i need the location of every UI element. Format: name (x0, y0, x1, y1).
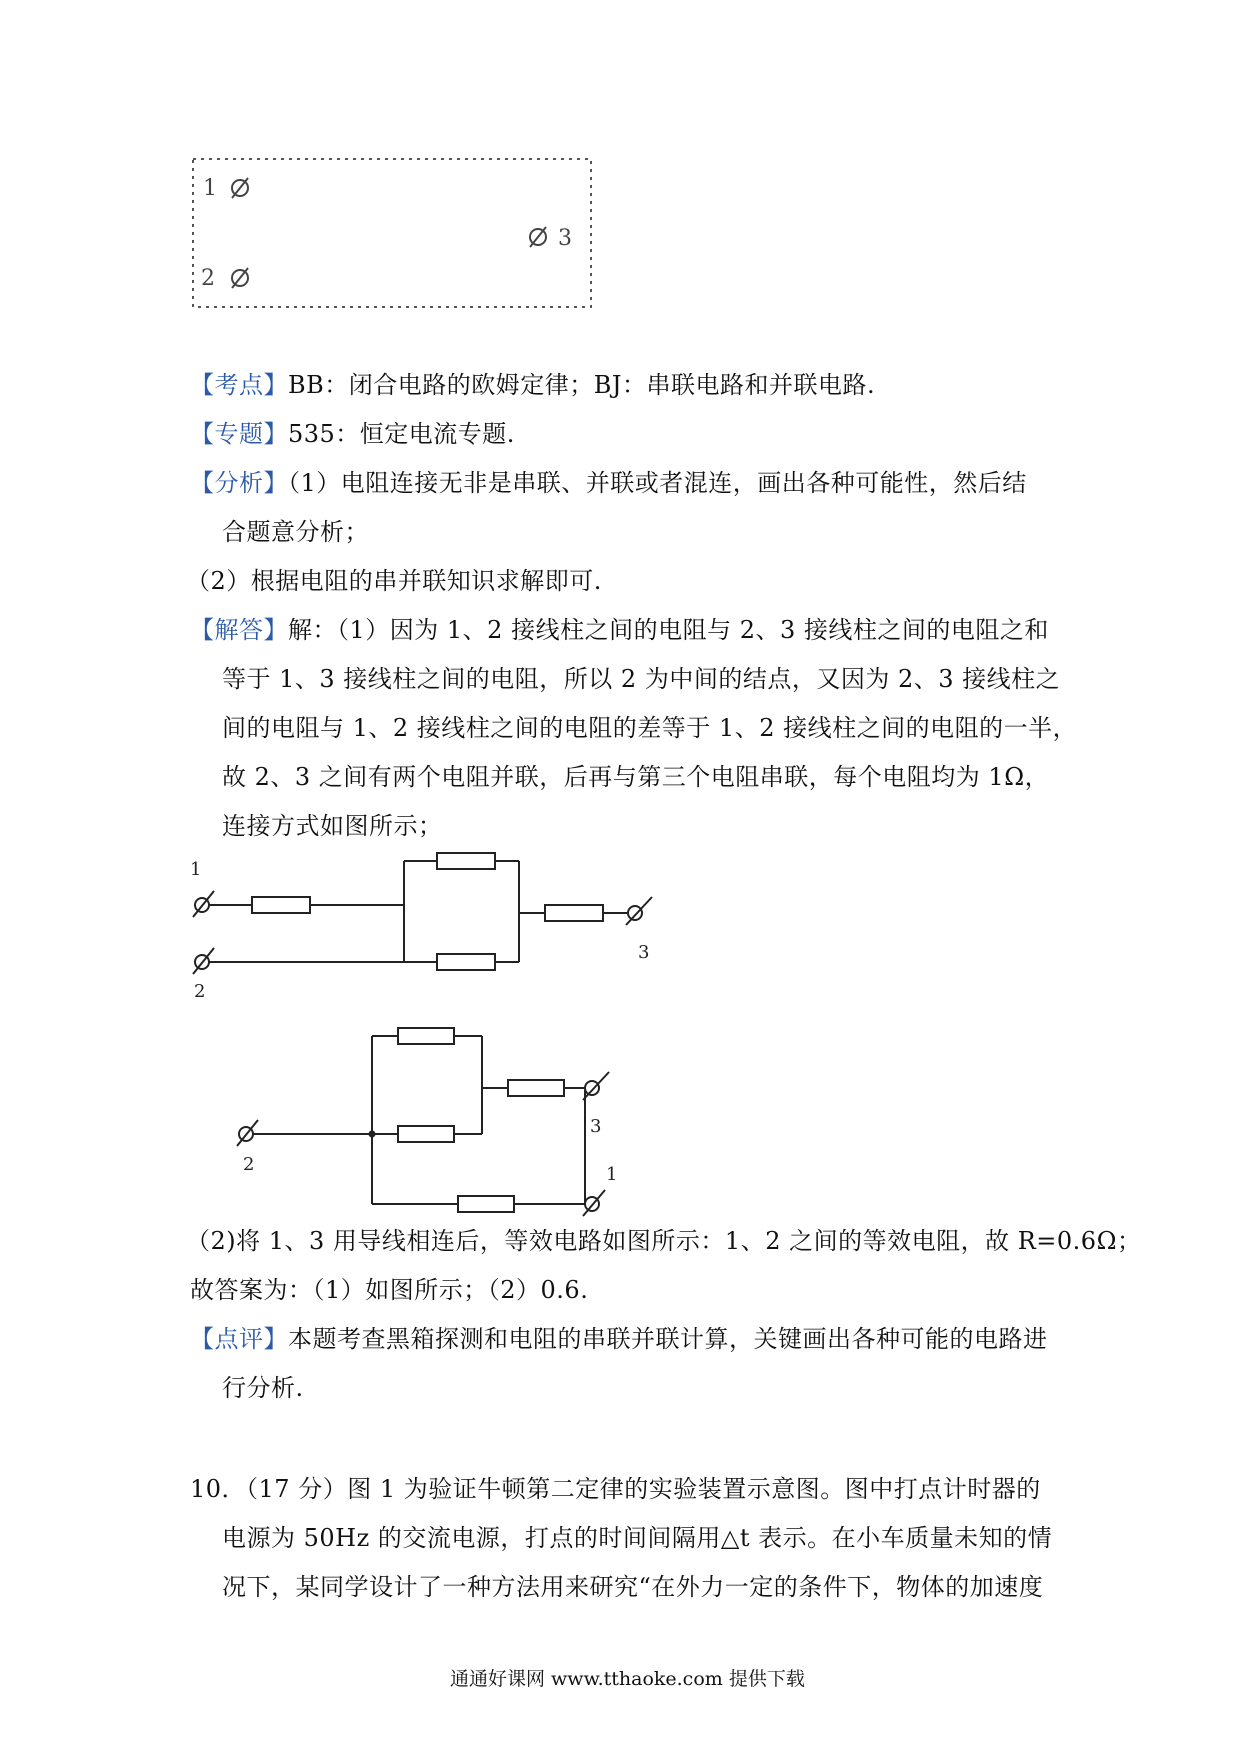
circuit-diagram-1 (190, 845, 690, 1005)
jieda-line-1 (190, 615, 1049, 645)
circuit2-label-2: 2 (243, 1154, 255, 1175)
circuit2-label-3: 3 (590, 1116, 602, 1137)
circuit1-resistor-series (252, 897, 310, 913)
black-box-figure (190, 155, 600, 315)
fenxi-line-3: （2）根据电阻的串并联知识求解即可. (186, 567, 602, 595)
zhuanti-text: 535：恒定电流专题. (288, 420, 515, 448)
box-terminal-2-label: 2 (201, 266, 215, 291)
circuit1-label-1: 1 (190, 859, 202, 880)
box-terminal-3-label: 3 (558, 226, 572, 251)
circuit2-resistor-top (398, 1028, 454, 1044)
question10-line-2: 电源为 50Hz 的交流电源，打点的时间间隔用△t 表示。在小车质量未知的情 (222, 1524, 1053, 1552)
zhuanti-line (190, 419, 515, 449)
dianping-tag: 【点评】 (190, 1325, 288, 1353)
jieda-line-7: 故答案为：（1）如图所示；（2）0.6. (190, 1276, 589, 1304)
circuit2-label-1: 1 (606, 1164, 618, 1185)
dianping-line-1 (190, 1324, 1048, 1354)
jieda-line-4: 故 2、3 之间有两个电阻并联，后再与第三个电阻串联，每个电阻均为 1Ω， (222, 763, 1050, 791)
kaodian-tag: 【考点】 (190, 371, 288, 399)
circuit2-junction-dot (369, 1131, 376, 1138)
circuit-diagram-2 (230, 1020, 640, 1220)
dianping-line-2: 行分析. (222, 1374, 304, 1402)
dianping-text-1: 本题考查黑箱探测和电阻的串联并联计算，关键画出各种可能的电路进 (288, 1325, 1048, 1353)
circuit2-resistor-right (508, 1080, 564, 1096)
terminal-1-symbol (232, 178, 248, 198)
jieda-tag: 【解答】 (190, 616, 288, 644)
circuit1-label-3: 3 (638, 942, 650, 963)
fenxi-line-1 (190, 468, 1027, 498)
circuit1-resistor-top (437, 853, 495, 869)
fenxi-text-1: （1）电阻连接无非是串联、并联或者混连，画出各种可能性，然后结 (288, 469, 1027, 497)
circuit1-terminal-3 (626, 897, 652, 925)
fenxi-line-2: 合题意分析； (222, 518, 369, 546)
circuit2-terminal-3 (583, 1072, 609, 1100)
circuit2-resistor-middle (398, 1126, 454, 1142)
circuit1-resistor-bottom (437, 954, 495, 970)
question10-line-3: 况下，某同学设计了一种方法用来研究“在外力一定的条件下，物体的加速度 (222, 1573, 1044, 1601)
circuit2-terminal-1 (583, 1190, 605, 1216)
terminal-3-symbol (530, 227, 546, 247)
fenxi-tag: 【分析】 (190, 469, 288, 497)
terminal-2-symbol (232, 268, 248, 288)
box-terminal-1-label: 1 (203, 176, 217, 201)
kaodian-line (190, 370, 875, 400)
jieda-line-3: 间的电阻与 1、2 接线柱之间的电阻的差等于 1、2 接线柱之间的电阻的一半， (222, 714, 1078, 742)
jieda-line-6: （2)将 1、3 用导线相连后，等效电路如图所示：1、2 之间的等效电阻，故 R=0.6Ω； (186, 1227, 1142, 1255)
jieda-line-2: 等于 1、3 接线柱之间的电阻，所以 2 为中间的结点，又因为 2、3 接线柱之 (222, 665, 1061, 693)
kaodian-text: BB：闭合电路的欧姆定律；BJ：串联电路和并联电路. (288, 371, 876, 399)
circuit1-label-2: 2 (194, 981, 206, 1002)
zhuanti-tag: 【专题】 (190, 420, 288, 448)
question10-line-1: 10．（17 分）图 1 为验证牛顿第二定律的实验装置示意图。图中打点计时器的 (190, 1475, 1041, 1503)
circuit2-resistor-bottom (458, 1196, 514, 1212)
jieda-line-5: 连接方式如图所示； (222, 812, 443, 840)
page-footer: 通通好课网 www.tthaoke.com 提供下载 (450, 1668, 805, 1690)
jieda-text-1: 解：（1）因为 1、2 接线柱之间的电阻与 2、3 接线柱之间的电阻之和 (288, 616, 1049, 644)
circuit1-resistor-right (545, 905, 603, 921)
